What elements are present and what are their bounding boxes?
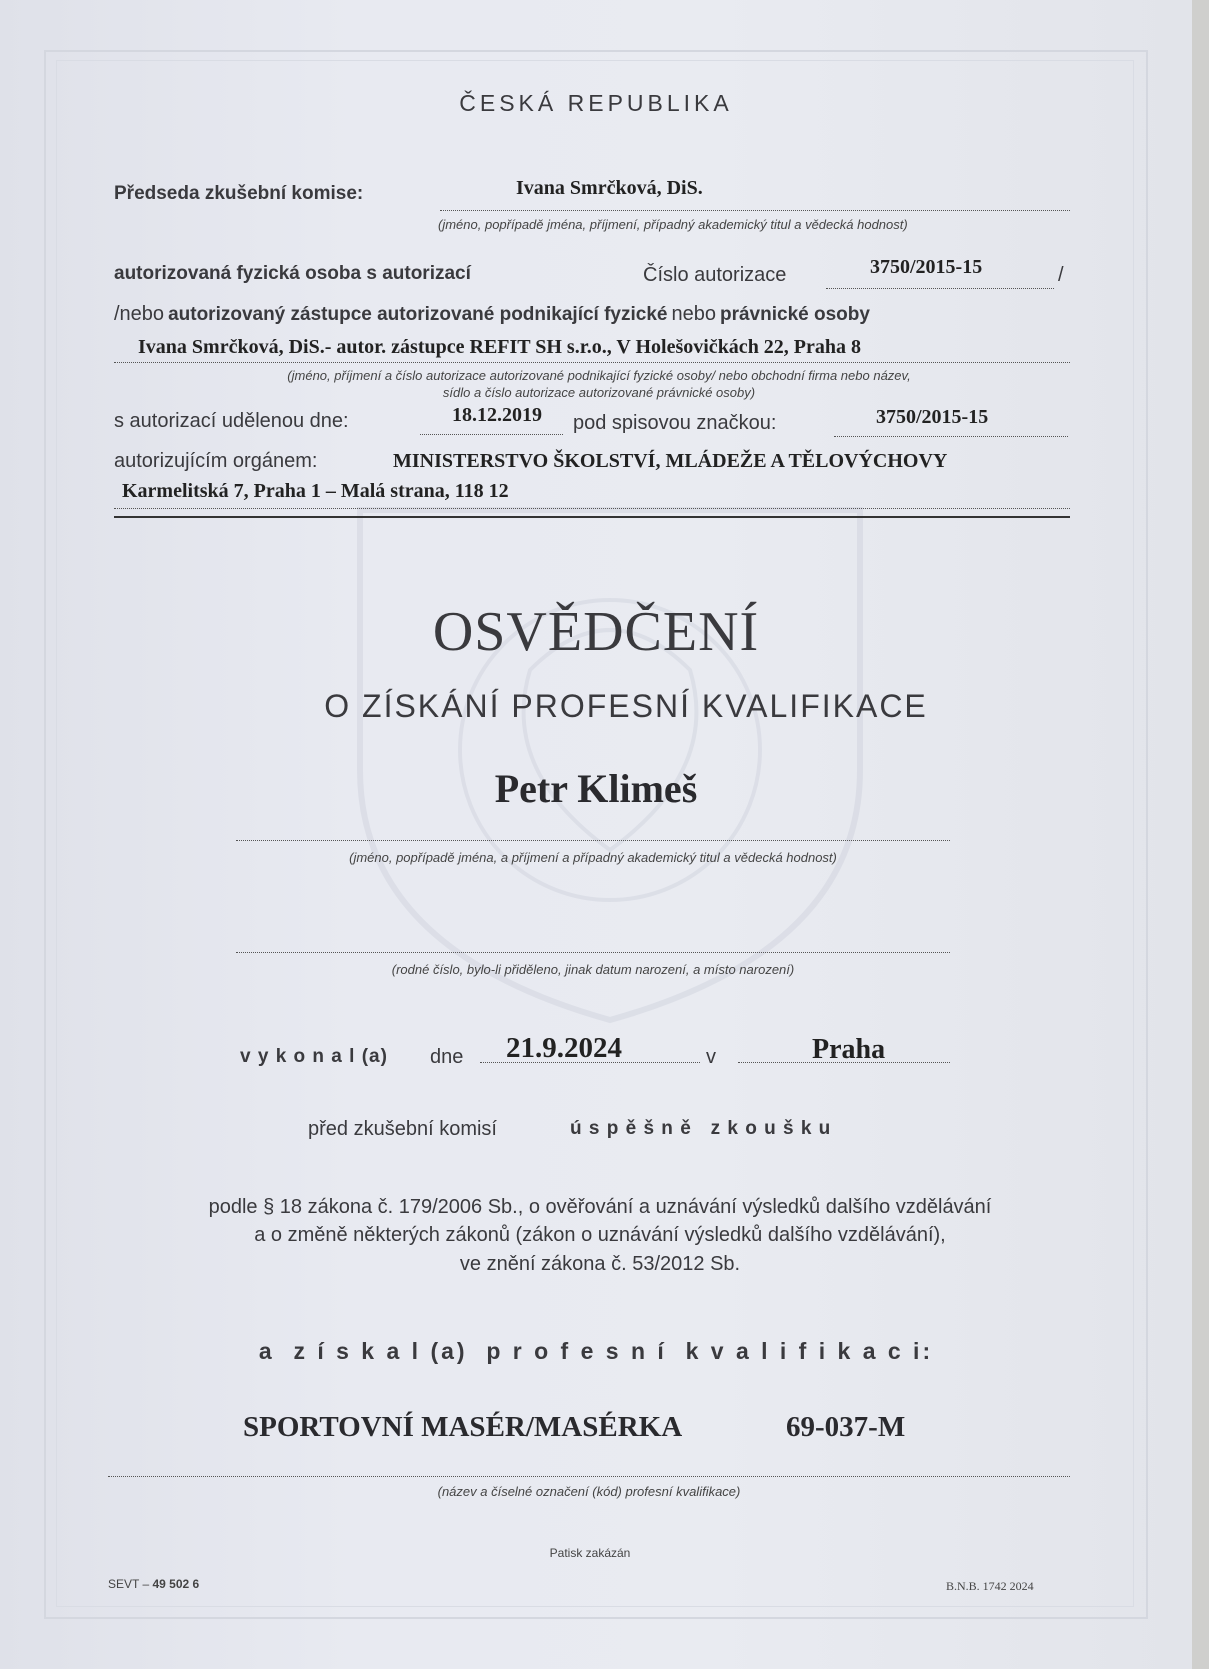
authority-address: Karmelitská 7, Praha 1 – Malá strana, 118 12 [122, 480, 509, 502]
representative-line [114, 303, 870, 326]
chair-note: (jméno, popřípadě jména, příjmení, případný akademický titul a vědecká hodnost) [438, 217, 908, 232]
or-word: nebo [671, 303, 716, 325]
law-line-1: podle § 18 zákona č. 179/2006 Sb., o ověřování a uznávání výsledků dalšího vzdělávání [208, 1196, 992, 1218]
form-number: 49 502 6 [152, 1577, 200, 1591]
chair-label: Předseda zkušební komise: [114, 183, 364, 204]
exam-text: ú s p ě š n ě z k o u š k u [570, 1118, 832, 1139]
qualification-note: (název a číselné označení (kód) profesní kvalifikace) [437, 1484, 741, 1499]
printer-mark: B.N.B. 1742 2024 [946, 1579, 1034, 1593]
chair-value: Ivana Smrčková, DiS. [516, 177, 703, 199]
representative-note-2: sídlo a číslo autorizace autorizované právnické osoby) [442, 385, 756, 400]
qualification-code: 69-037-M [786, 1411, 906, 1443]
holder-note: (jméno, popřípadě jména, a příjmení a případný akademický titul a vědecká hodnost) [349, 850, 837, 865]
representative-label: autorizovaný zástupce autorizované podnikající fyzické [168, 304, 668, 325]
file-label: pod spisovou značkou: [573, 412, 777, 434]
authority-label: autorizujícím orgánem: [114, 450, 318, 472]
authority-field [114, 490, 1070, 509]
qualification-name: SPORTOVNÍ MASÉR/MASÉRKA [243, 1411, 683, 1443]
obtained-text: a z í s k a l (a) p r o f e s n í k v a l i f i k a c i: [258, 1338, 934, 1364]
date-value: 21.9.2024 [506, 1032, 622, 1064]
holder-field [236, 828, 950, 841]
representative-value: Ivana Smrčková, DiS.- autor. zástupce REFIT SH s.r.o., V Holešovičkách 22, Praha 8 [138, 336, 862, 358]
legal-person-label: právnické osoby [719, 304, 870, 325]
place-prefix: v [706, 1046, 716, 1068]
granted-value: 18.12.2019 [452, 404, 542, 426]
country-heading: ČESKÁ REPUBLIKA [459, 90, 733, 116]
reprint-notice: Patisk zakázán [549, 1546, 631, 1560]
authority-value: MINISTERSTVO ŠKOLSTVÍ, MLÁDEŽE A TĚLOVÝCHOVY [393, 450, 948, 472]
representative-note-1: (jméno, příjmení a číslo autorizace autorizované podnikající fyzické osoby/ nebo obchodní firma nebo název, [287, 368, 911, 383]
or-prefix: /nebo [114, 303, 165, 325]
authorization-number-label: Číslo autorizace [643, 264, 787, 286]
performed-label: v y k o n a l (a) [240, 1046, 388, 1067]
granted-label: s autorizací udělenou dne: [114, 410, 349, 432]
certificate-title: OSVĚDČENÍ [432, 601, 760, 663]
date-prefix: dne [430, 1046, 464, 1068]
committee-text: před zkušební komisí [308, 1118, 497, 1140]
holder-name: Petr Klimeš [494, 766, 698, 811]
authorization-slash: / [1058, 264, 1064, 286]
form-code [108, 1577, 199, 1591]
certificate-subtitle: O ZÍSKÁNÍ PROFESNÍ KVALIFIKACE [324, 688, 928, 724]
law-line-2: a o změně některých zákonů (zákon o uznávání výsledků dalšího vzdělávání), [254, 1224, 946, 1246]
place-value: Praha [812, 1034, 886, 1065]
birth-note: (rodné číslo, bylo-li přiděleno, jinak datum narození, a místo narození) [391, 962, 795, 977]
authorization-number-value: 3750/2015-15 [870, 256, 983, 278]
birth-field [236, 940, 950, 953]
file-value: 3750/2015-15 [876, 406, 989, 428]
law-line-3: ve znění zákona č. 53/2012 Sb. [459, 1253, 741, 1275]
form-prefix: SEVT – [108, 1577, 150, 1591]
qualification-field [108, 1464, 1070, 1477]
authorized-person-label: autorizovaná fyzická osoba s autorizací [114, 263, 471, 284]
header-divider [114, 516, 1070, 518]
